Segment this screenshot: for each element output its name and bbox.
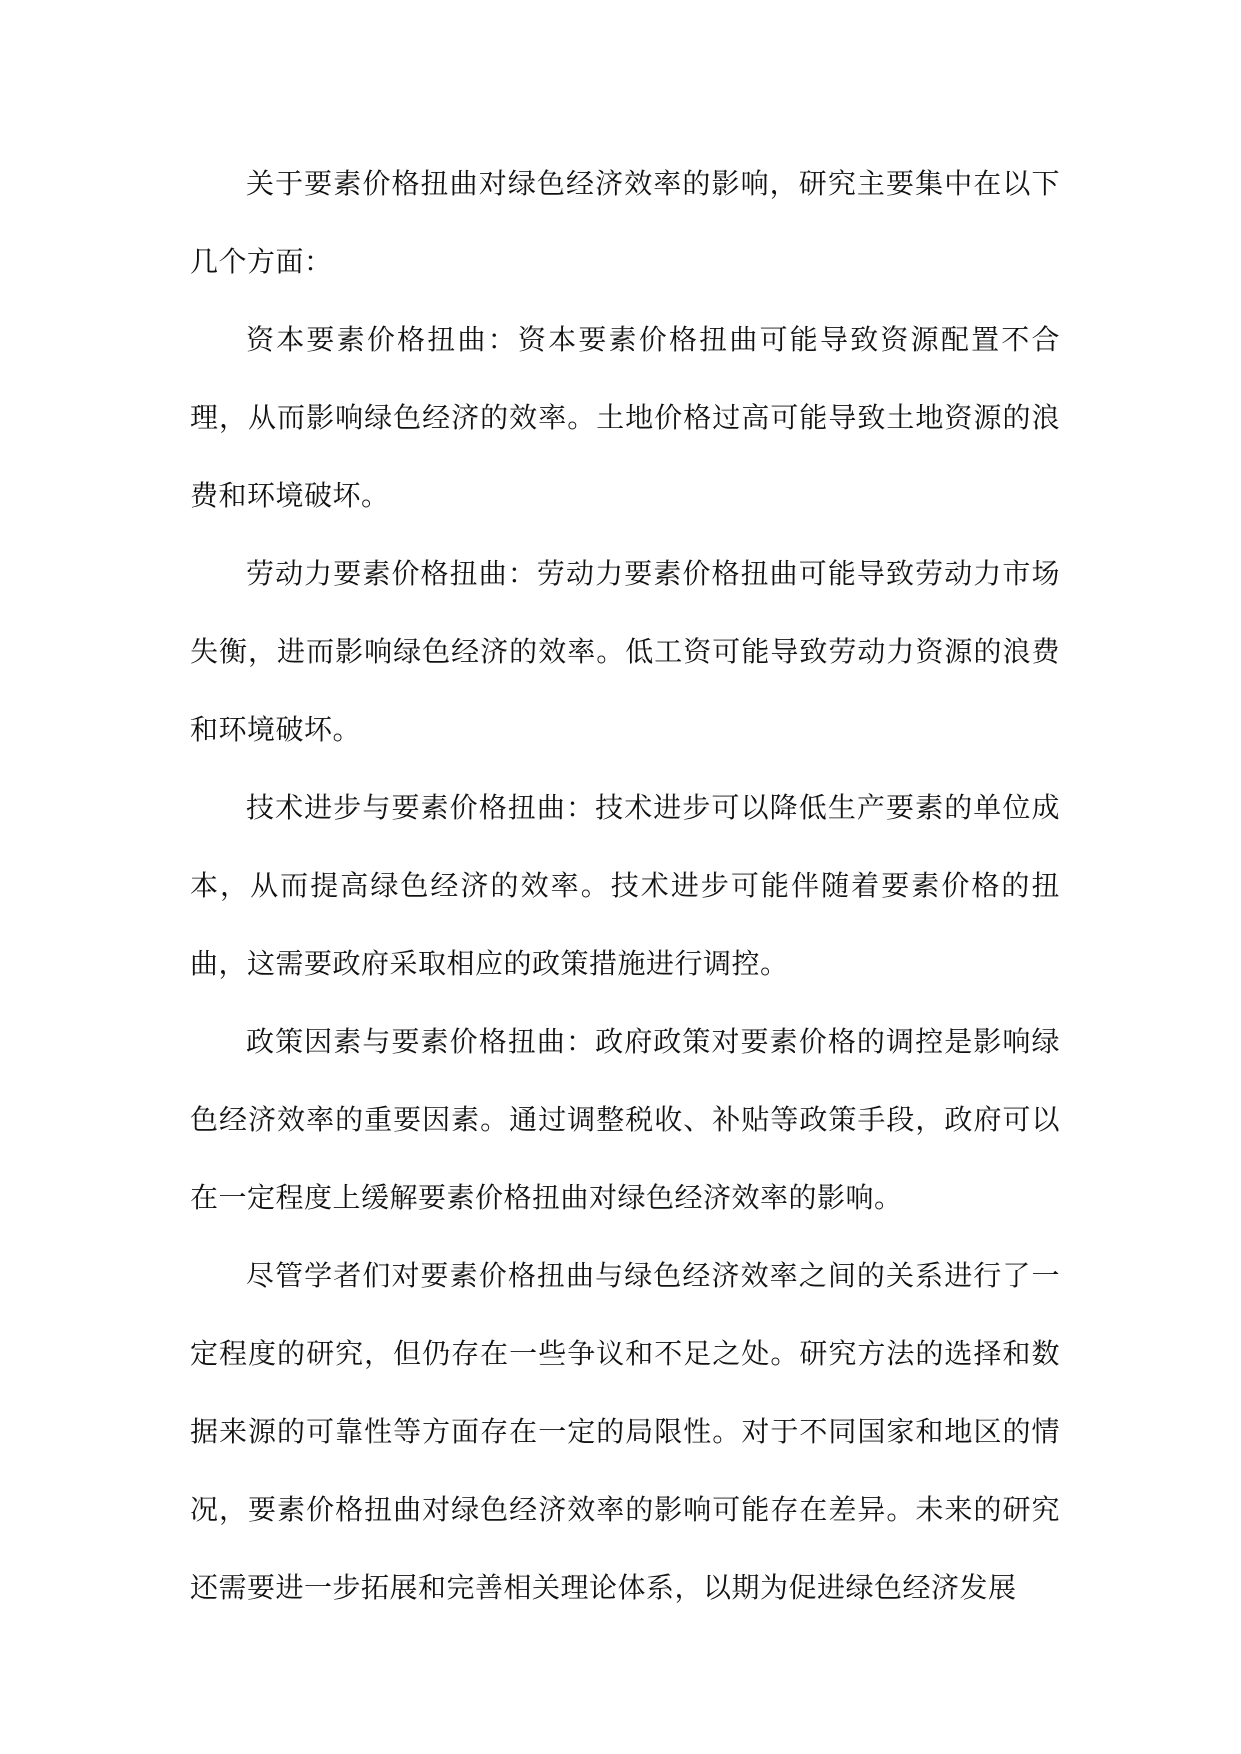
paragraph-intro: 关于要素价格扭曲对绿色经济效率的影响，研究主要集中在以下几个方面： xyxy=(190,167,1060,278)
paragraph-labor-distortion: 劳动力要素价格扭曲：劳动力要素价格扭曲可能导致劳动力市场失衡，进而影响绿色经济的效率。低工资可能导致劳动力资源的浪费和环境破坏。 xyxy=(190,557,1060,746)
document-body xyxy=(190,145,1060,1627)
paragraph-technology-distortion: 技术进步与要素价格扭曲：技术进步可以降低生产要素的单位成本，从而提高绿色经济的效率。技术进步可能伴随着要素价格的扭曲，这需要政府采取相应的政策措施进行调控。 xyxy=(190,791,1060,980)
paragraph-research-outlook: 尽管学者们对要素价格扭曲与绿色经济效率之间的关系进行了一定程度的研究，但仍存在一些争议和不足之处。研究方法的选择和数据来源的可靠性等方面存在一定的局限性。对于不同国家和地区的情况，要素价格扭曲对绿色经济效率的影响可能存在差异。未来的研究还需要进一步拓展和完善相关理论体系，以期为促进绿色经济发展 xyxy=(190,1259,1060,1604)
paragraph-capital-distortion: 资本要素价格扭曲：资本要素价格扭曲可能导致资源配置不合理，从而影响绿色经济的效率。土地价格过高可能导致土地资源的浪费和环境破坏。 xyxy=(190,323,1060,512)
paragraph-policy-distortion: 政策因素与要素价格扭曲：政府政策对要素价格的调控是影响绿色经济效率的重要因素。通过调整税收、补贴等政策手段，政府可以在一定程度上缓解要素价格扭曲对绿色经济效率的影响。 xyxy=(190,1025,1060,1214)
